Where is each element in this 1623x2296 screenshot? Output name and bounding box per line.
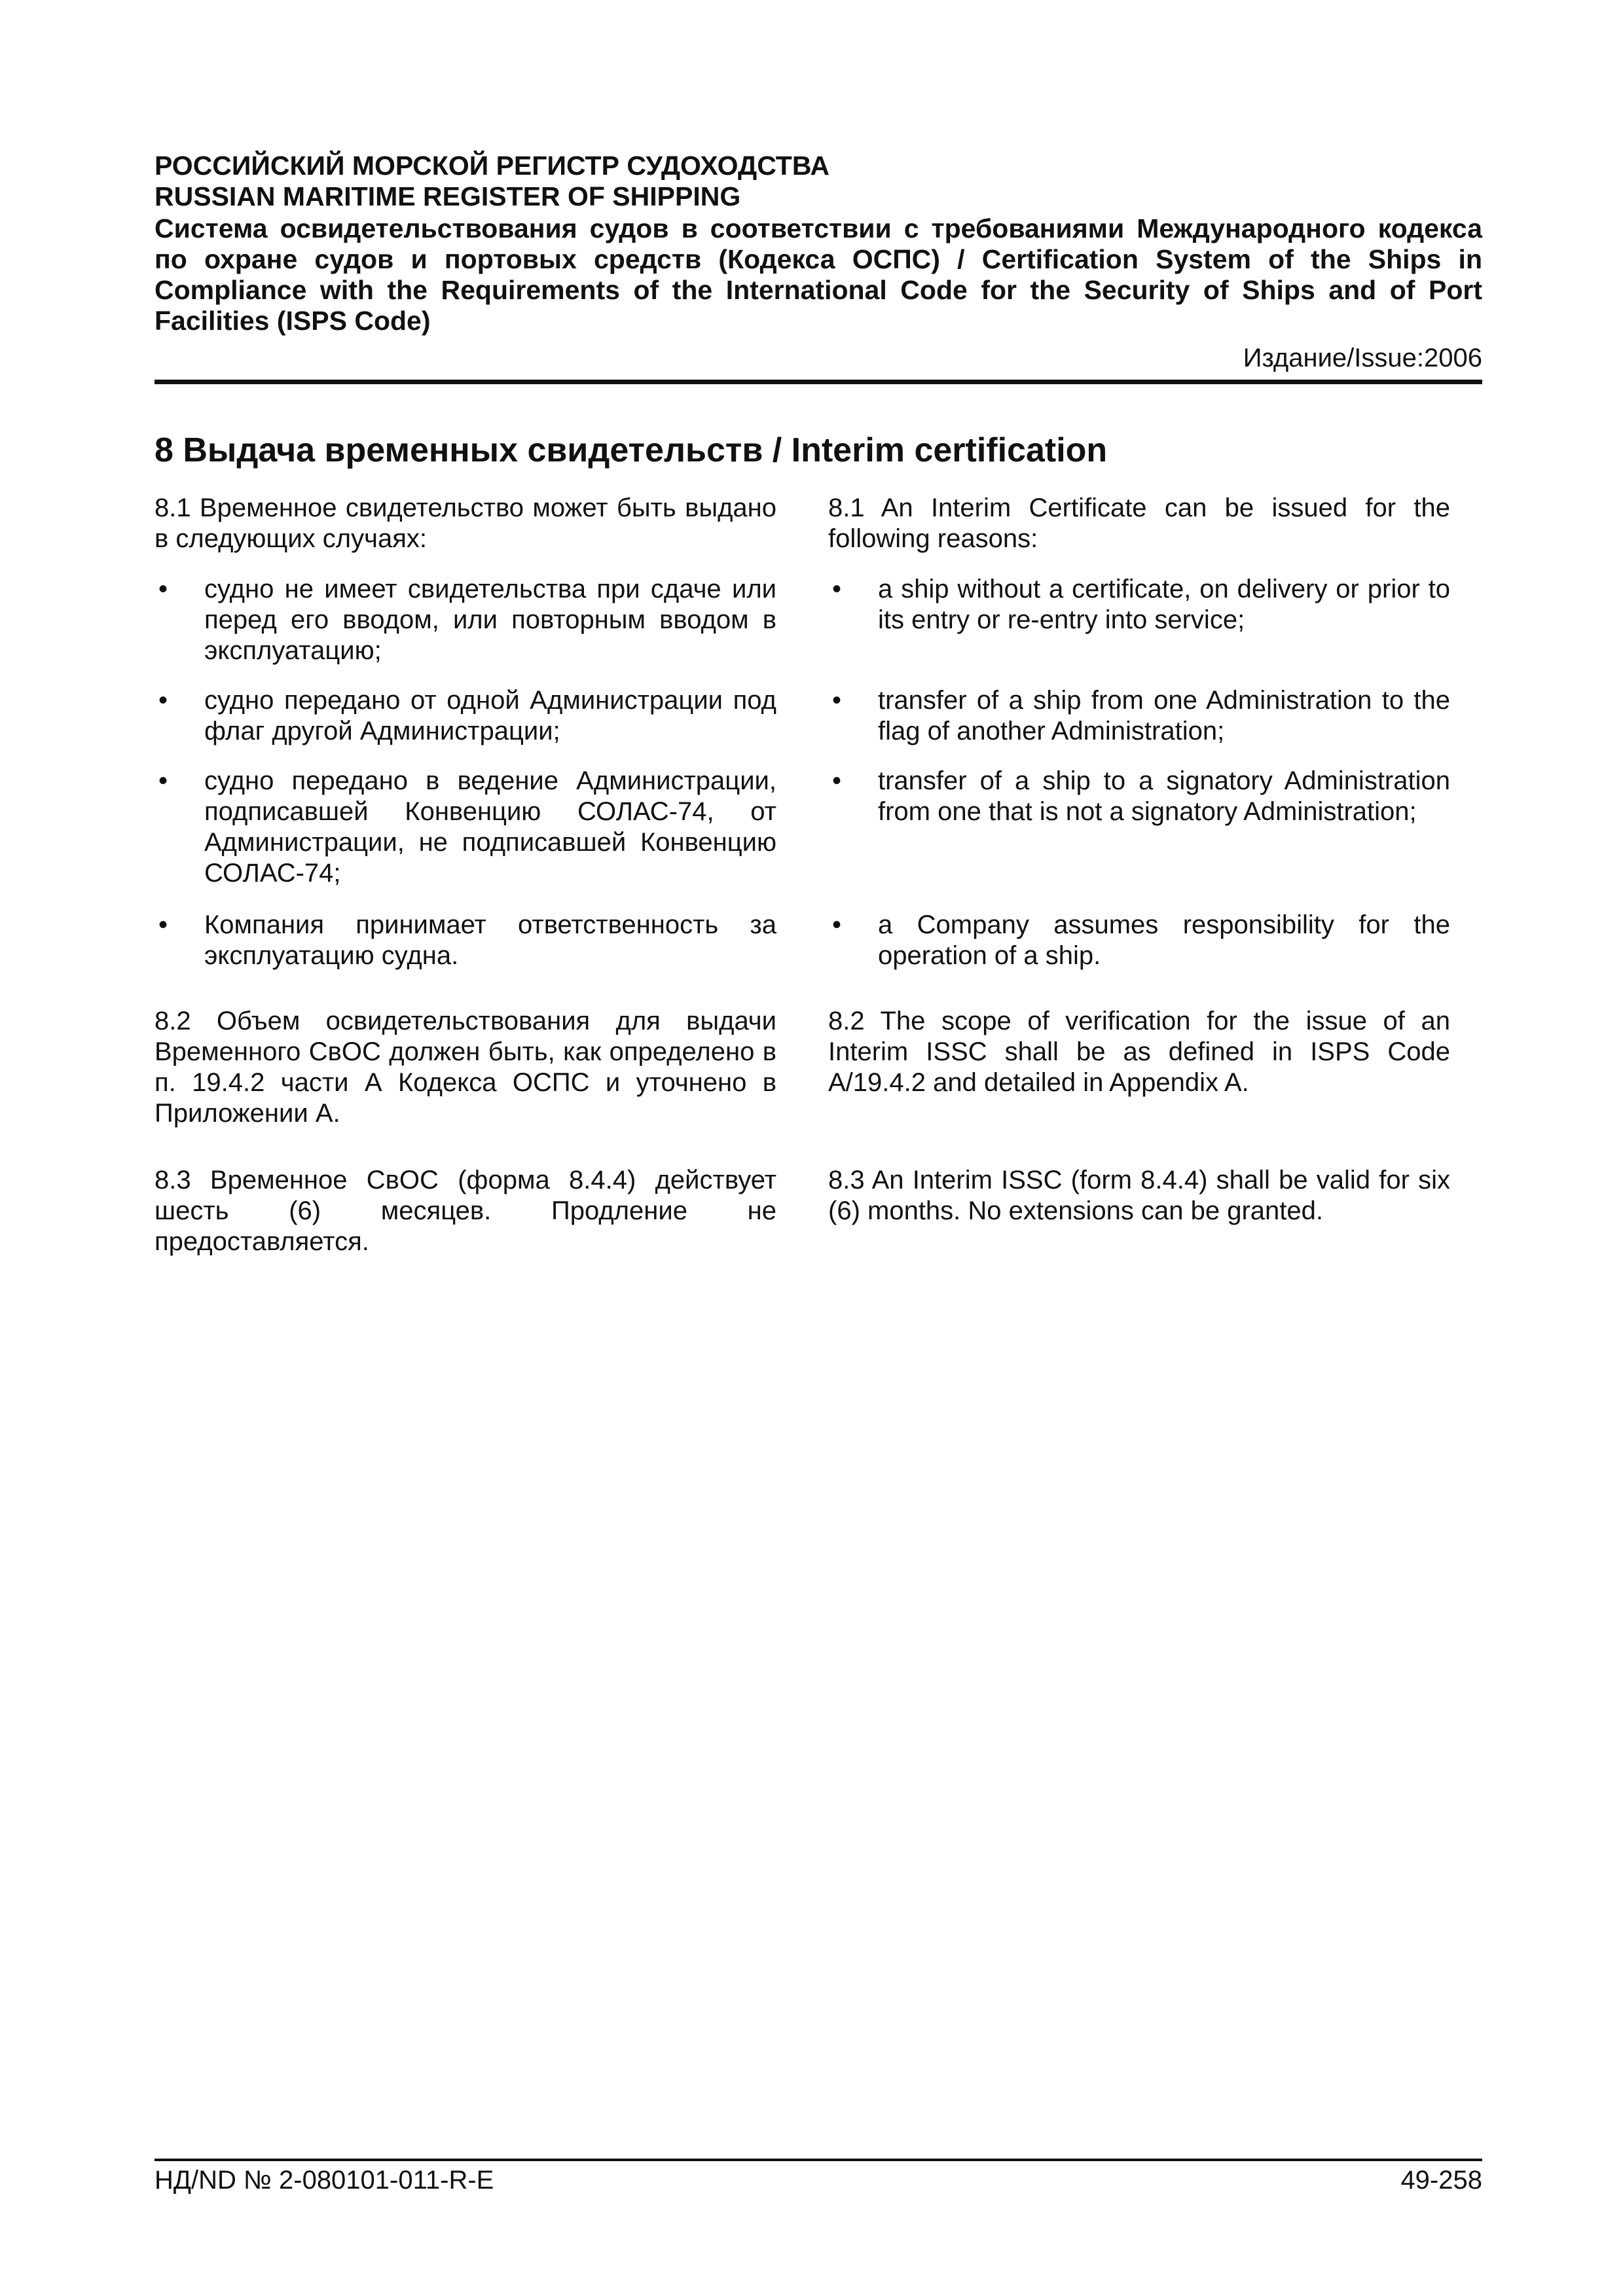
ru-paragraph-8-3: 8.3 Временное СвОС (форма 8.4.4) действует шесть (6) месяцев. Продление не предоставляется. (155, 1166, 776, 1256)
ru-paragraph-8-2: 8.2 Объем освидетельствования для выдачи Временного СвОС должен быть, как определено в п. 19.4.2 части А Кодекса ОСПС и уточнено в Приложении А. (155, 1007, 776, 1128)
footer-document-number: НД/ND № 2-080101-011-R-E (155, 2166, 494, 2195)
en-bullet-item (828, 766, 1450, 827)
en-bullet-text: transfer of a ship from one Administration to the flag of another Administration; (878, 686, 1450, 745)
bullet-icon: • (158, 686, 168, 715)
ru-paragraph-8-1: 8.1 Временное свидетельство может быть выдано в следующих случаях: (155, 493, 776, 553)
header-org-english: RUSSIAN MARITIME REGISTER OF SHIPPING (155, 181, 741, 211)
bullet-icon: • (158, 910, 168, 939)
ru-bullet-text: Компания принимает ответственность за эксплуатацию судна. (204, 910, 776, 970)
ru-bullet-text: судно передано от одной Администрации под флаг другой Администрации; (204, 686, 776, 745)
bullet-icon: • (158, 575, 168, 603)
en-bullet-item (828, 910, 1450, 971)
ru-bullet-item (155, 766, 776, 889)
en-paragraph-8-3: 8.3 An Interim ISSC (form 8.4.4) shall be valid for six (6) months. No extensions can be granted. (828, 1166, 1450, 1225)
header-org-russian: РОССИЙСКИЙ МОРСКОЙ РЕГИСТР СУДОХОДСТВА (155, 151, 830, 181)
en-bullet-text: a Company assumes responsibility for the operation of a ship. (878, 910, 1450, 970)
header-issue: Издание/Issue:2006 (1243, 344, 1482, 372)
footer-page-number: 49-258 (1400, 2166, 1482, 2195)
bullet-icon: • (832, 766, 842, 795)
en-bullet-item (828, 574, 1450, 636)
en-bullet-item (828, 685, 1450, 747)
bullet-icon: • (832, 686, 842, 715)
document-header (155, 151, 1482, 373)
ru-bullet-text: судно передано в ведение Администрации, подписавшей Конвенцию СОЛАС-74, от Администрации, не подписавшей Конвенцию СОЛАС-74; (204, 766, 776, 888)
footer-divider (155, 2159, 1482, 2161)
header-system-title: Система освидетельствования судов в соответствии с требованиями Международного кодекса по охране судов и портовых средств (Кодекса ОСПС) / Certification System of the Ships in Compliance with the Requirements of the International Code for the Security of Ships and of Port Facilities (ISPS Code) (155, 213, 1482, 336)
ru-bullet-item (155, 910, 776, 971)
bullet-icon: • (158, 766, 168, 795)
ru-bullet-item (155, 685, 776, 747)
bullet-icon: • (832, 910, 842, 939)
section-title: 8 Выдача временных свидетельств / Interim certification (155, 431, 1108, 469)
en-paragraph-8-2: 8.2 The scope of verification for the issue of an Interim ISSC shall be as defined in ISPS Code A/19.4.2 and detailed in Appendix A. (828, 1007, 1450, 1097)
bullet-icon: • (832, 575, 842, 603)
en-paragraph-8-1: 8.1 An Interim Certificate can be issued for the following reasons: (828, 493, 1450, 553)
en-bullet-text: transfer of a ship to a signatory Administration from one that is not a signatory Administration; (878, 766, 1450, 826)
en-bullet-text: a ship without a certificate, on delivery or prior to its entry or re-entry into service; (878, 575, 1450, 634)
header-divider (155, 380, 1482, 384)
ru-bullet-item (155, 574, 776, 666)
ru-bullet-text: судно не имеет свидетельства при сдаче или перед его вводом, или повторным вводом в эксплуатацию; (204, 575, 776, 665)
